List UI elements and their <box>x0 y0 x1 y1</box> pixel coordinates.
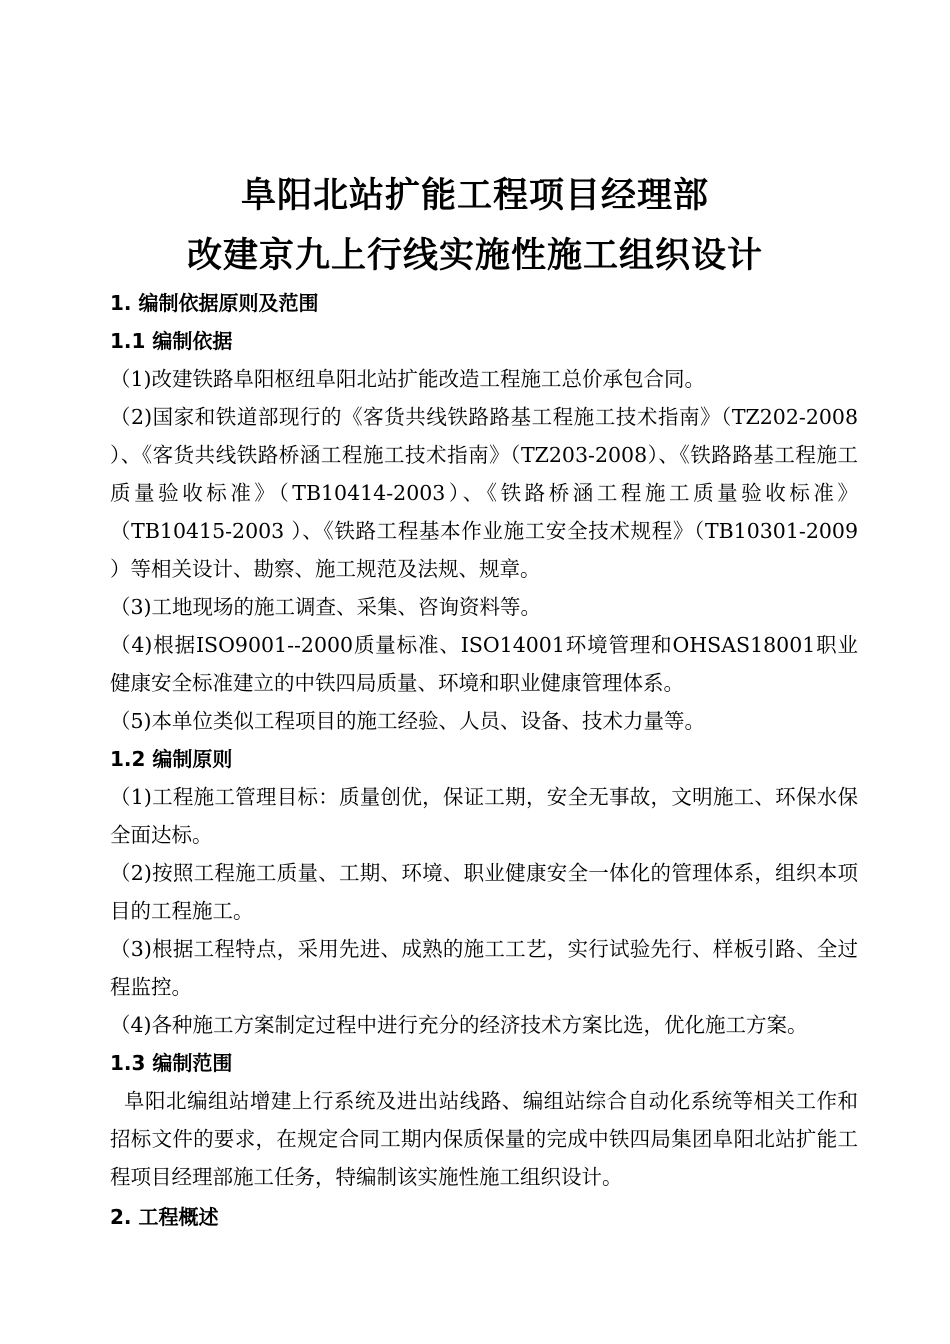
document-body <box>110 284 858 1236</box>
basis-item-1: （1)改建铁路阜阳枢纽阜阳北站扩能改造工程施工总价承包合同。 <box>110 367 706 391</box>
document-title-line1: 阜阳北站扩能工程项目经理部 <box>240 176 709 216</box>
scope-paragraph: 阜阳北编组站增建上行系统及进出站线路、编组站综合自动化系统等相关工作和招标文件的要求，在规定合同工期内保质保量的完成中铁四局集团阜阳北站扩能工程项目经理部施工任务，特编制该实施性施工组织设计。 <box>110 1089 858 1189</box>
basis-item-4: （4)根据ISO9001--2000质量标准、ISO14001环境管理和OHSAS18001职业健康安全标准建立的中铁四局质量、环境和职业健康管理体系。 <box>110 633 858 695</box>
section-heading-1: 1. 编制依据原则及范围 <box>110 291 319 315</box>
basis-item-5: （5)本单位类似工程项目的施工经验、人员、设备、技术力量等。 <box>110 709 706 733</box>
section-heading-1-2: 1.2 编制原则 <box>110 747 233 771</box>
principle-item-3: （3)根据工程特点，采用先进、成熟的施工工艺，实行试验先行、样板引路、全过程监控。 <box>110 937 858 999</box>
principle-item-1: （1)工程施工管理目标：质量创优，保证工期，安全无事故，文明施工、环保水保全面达标。 <box>110 785 858 847</box>
basis-item-3: （3)工地现场的施工调查、采集、咨询资料等。 <box>110 595 542 619</box>
section-heading-1-1: 1.1 编制依据 <box>110 329 233 353</box>
principle-item-2: （2)按照工程施工质量、工期、环境、职业健康安全一体化的管理体系，组织本项目的工程施工。 <box>110 861 858 923</box>
principle-item-4: （4)各种施工方案制定过程中进行充分的经济技术方案比选，优化施工方案。 <box>110 1013 808 1037</box>
basis-item-2: （2)国家和铁道部现行的《客货共线铁路路基工程施工技术指南》（TZ202-2008 ）、《客货共线铁路桥涵工程施工技术指南》（TZ203-2008）、《铁路路基工程施工质量验收标准》（TB10414-2003）、《铁路桥涵工程施工质量验收标准》（TB10415-2003 ）、《铁路工程基本作业施工安全技术规程》（TB10301-2009 ）等相关设计、勘察、施工规范及法规、规章。 <box>110 405 858 581</box>
section-heading-2: 2. 工程概述 <box>110 1205 219 1229</box>
document-title-line2: 改建京九上行线实施性施工组织设计 <box>186 236 763 276</box>
section-heading-1-3: 1.3 编制范围 <box>110 1051 233 1075</box>
